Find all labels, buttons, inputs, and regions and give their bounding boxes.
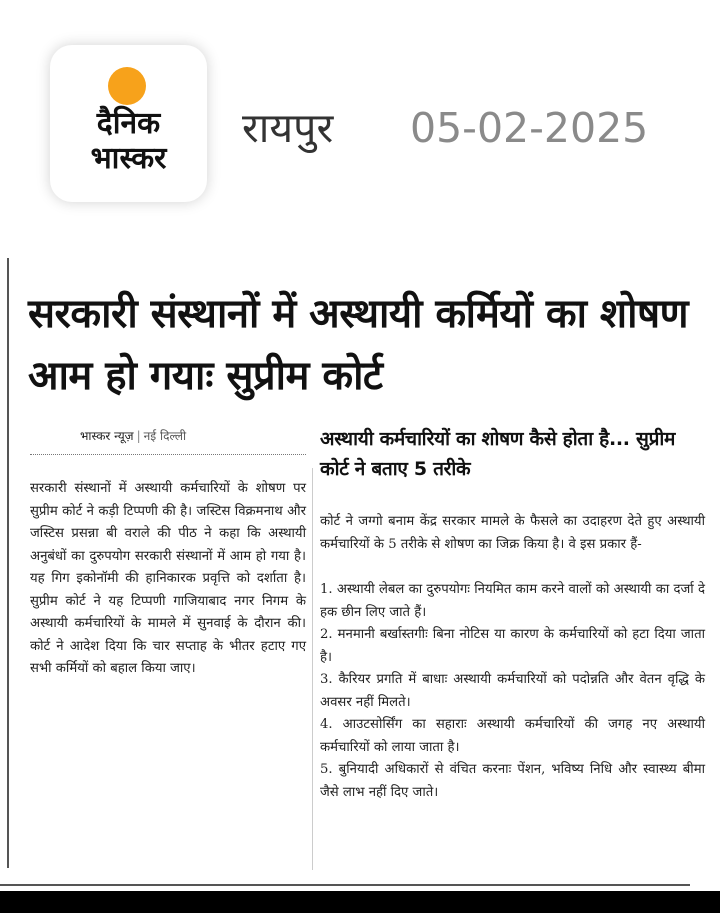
article-body-left: सरकारी संस्थानों में अस्थायी कर्मचारियों के शोषण पर सुप्रीम कोर्ट ने कड़ी टिप्पणी की है। जस्टिस विक्रमनाथ और जस्टिस प्रसन्ना बी वराले की पीठ ने कहा कि अस्थायी अनुबंधों का दुरुपयोग सरकारी संस्थानों में आम हो गया है। यह गिग इकोनॉमी की हानिकारक प्रवृत्ति को दर्शाता है। सुप्रीम कोर्ट ने यह टिप्पणी गाजियाबाद नगर निगम के अस्थायी कर्मचारियों के मामले में सुनवाई के दौरान की। कोर्ट ने आदेश दिया कि चार सप्ताह के भीतर हटाए गए सभी कर्मियों को बहाल किया जाए। (30, 481, 306, 676)
list-item: 1. अस्थायी लेबल का दुरुपयोगः नियमित काम करने वालों को अस्थायी का दर्जा दे हक छीन लिए जाते हैं। (320, 582, 705, 620)
list-item: 5. बुनियादी अधिकारों से वंचित करनाः पेंशन, भविष्य निधि और स्वास्थ्य बीमा जैसे लाभ नहीं दिए जाते। (320, 762, 705, 800)
clipping-bottom-border (0, 884, 690, 886)
byline-place: नई दिल्ली (143, 429, 187, 443)
sun-icon (108, 67, 146, 105)
sidebar-heading: अस्थायी कर्मचारियों का शोषण कैसे होता है... सुप्रीम कोर्ट ने बताए 5 तरीके (320, 428, 676, 480)
logo-text-line2: भास्कर (90, 141, 167, 176)
clipping-left-border (7, 258, 9, 868)
column-divider (312, 468, 313, 870)
byline-source: भास्कर न्यूज़ (80, 429, 134, 443)
exploitation-points-list (320, 579, 705, 804)
byline-separator: | (136, 429, 141, 443)
bottom-black-bar (0, 891, 720, 913)
list-item: 4. आउटसोर्सिंग का सहाराः अस्थायी कर्मचारियों की जगह नए अस्थायी कर्मचारियों को लाया जाता है। (320, 717, 705, 755)
sidebar-intro: कोर्ट ने जग्गो बनाम केंद्र सरकार मामले के फैसले का उदाहरण देते हुए अस्थायी कर्मचारियों के 5 तरीके से शोषण का जिक्र किया है। वे इस प्रकार हैं- (320, 514, 705, 552)
byline-divider (30, 454, 306, 455)
edition-date: 05-02-2025 (410, 104, 649, 152)
article-byline (80, 428, 310, 444)
logo-text-line1: दैनिक (96, 106, 161, 141)
edition-city: रायपुर (242, 104, 334, 152)
list-item: 3. कैरियर प्रगति में बाधाः अस्थायी कर्मचारियों को पदोन्नति और वेतन वृद्धि के अवसर नहीं मिलते। (320, 672, 705, 710)
newspaper-logo (50, 45, 207, 202)
article-headline: सरकारी संस्थानों में अस्थायी कर्मियों का शोषण आम हो गयाः सुप्रीम कोर्ट (28, 291, 688, 399)
list-item: 2. मनमानी बर्खास्तगीः बिना नोटिस या कारण के कर्मचारियों को हटा दिया जाता है। (320, 627, 705, 665)
